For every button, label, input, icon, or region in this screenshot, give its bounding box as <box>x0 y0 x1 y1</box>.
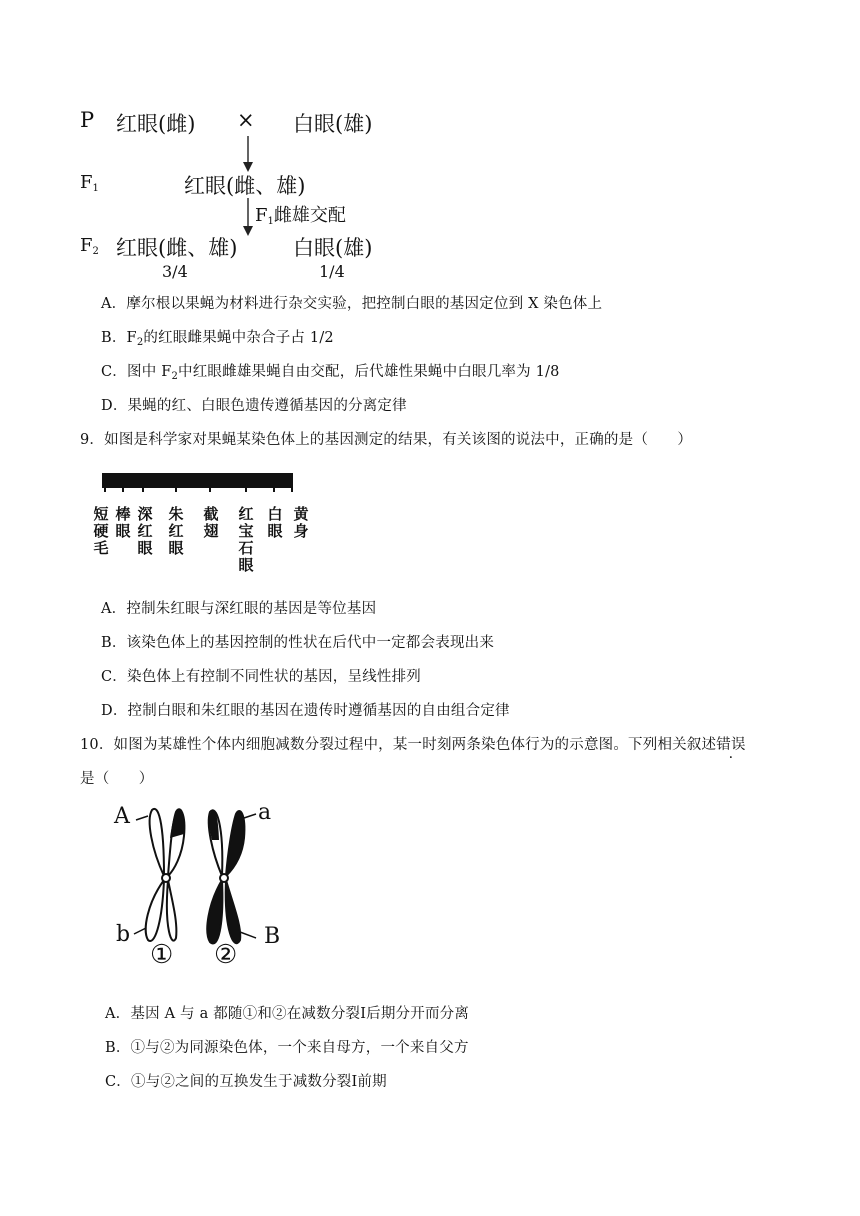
q9-stem: 9．如图是科学家对果蝇某染色体上的基因测定的结果，有关该图的说法中，正确的是（ ） <box>80 432 693 448</box>
chromosome-label-1: ① <box>150 940 174 970</box>
cross-symbol: × <box>237 108 255 132</box>
chromosome-label-2: ② <box>214 940 238 970</box>
allele-label-A: A <box>114 804 130 829</box>
gene-label: 红宝石眼 <box>238 505 254 574</box>
p-female-phenotype: 红眼(雌) <box>116 112 196 136</box>
q9-option-c[interactable]: C．染色体上有控制不同性状的基因，呈线性排列 <box>101 669 421 685</box>
chromosome-bar <box>98 470 298 494</box>
q10-option-b[interactable]: B．①与②为同源染色体，一个来自母方，一个来自父方 <box>105 1040 469 1056</box>
q9-option-d[interactable]: D．控制白眼和朱红眼的基因在遗传时遵循基因的自由组合定律 <box>101 703 510 719</box>
q10-option-c[interactable]: C．①与②之间的互换发生于减数分裂Ⅰ前期 <box>105 1074 387 1090</box>
q8-option-a[interactable]: A．摩尔根以果蝇为材料进行杂交实验，把控制白眼的基因定位到 X 染色体上 <box>101 296 603 312</box>
chromosome-pair <box>112 800 302 976</box>
f2-red-ratio: 3/4 <box>162 262 188 281</box>
allele-label-a: a <box>258 800 272 825</box>
q10-stem-line1: 10．如图为某雄性个体内细胞减数分裂过程中，某一时刻两条染色体行为的示意图。下列相关叙述错误 <box>80 737 746 753</box>
f1-phenotype: 红眼(雌、雄) <box>184 174 306 198</box>
gene-label: 黄身 <box>293 505 309 540</box>
f1-mating-note: $F_1$雌雄交配 <box>255 205 346 227</box>
gene-label: 朱红眼 <box>168 505 184 557</box>
gene-label: 棒眼 <box>115 505 131 540</box>
gene-label: 白眼 <box>267 505 283 540</box>
q8-option-d[interactable]: D．果蝇的红、白眼色遗传遵循基因的分离定律 <box>101 398 407 414</box>
f2-white-phenotype: 白眼(雄) <box>293 236 373 260</box>
generation-label-p: P <box>80 108 95 132</box>
q10-stem-line2: 是（ ） <box>80 771 154 787</box>
q8-option-b[interactable]: B．$F_2$的红眼雌果蝇中杂合子占 1/2 <box>101 330 334 348</box>
f2-red-phenotype: 红眼(雌、雄) <box>116 236 238 260</box>
gene-label: 深红眼 <box>137 505 153 557</box>
generation-label-f2: $F_2$ <box>80 235 99 257</box>
q9-option-b[interactable]: B．该染色体上的基因控制的性状在后代中一定都会表现出来 <box>101 635 495 651</box>
f2-white-ratio: 1/4 <box>319 262 345 281</box>
allele-label-b: b <box>116 922 131 947</box>
allele-label-B: B <box>264 924 281 949</box>
q9-option-a[interactable]: A．控制朱红眼与深红眼的基因是等位基因 <box>101 601 377 617</box>
q10-option-a[interactable]: A．基因 A 与 a 都随①和②在减数分裂Ⅰ后期分开而分离 <box>105 1006 470 1022</box>
p-male-phenotype: 白眼(雄) <box>293 112 373 136</box>
gene-label: 截翅 <box>203 505 219 540</box>
q10-stem-emphasis: 错误 <box>716 737 746 753</box>
q8-option-c[interactable]: C．图中 $F_2$中红眼雌雄果蝇自由交配，后代雄性果蝇中白眼几率为 1/8 <box>101 364 560 382</box>
gene-label: 短硬毛 <box>93 505 109 557</box>
generation-label-f1: $F_1$ <box>80 172 99 194</box>
